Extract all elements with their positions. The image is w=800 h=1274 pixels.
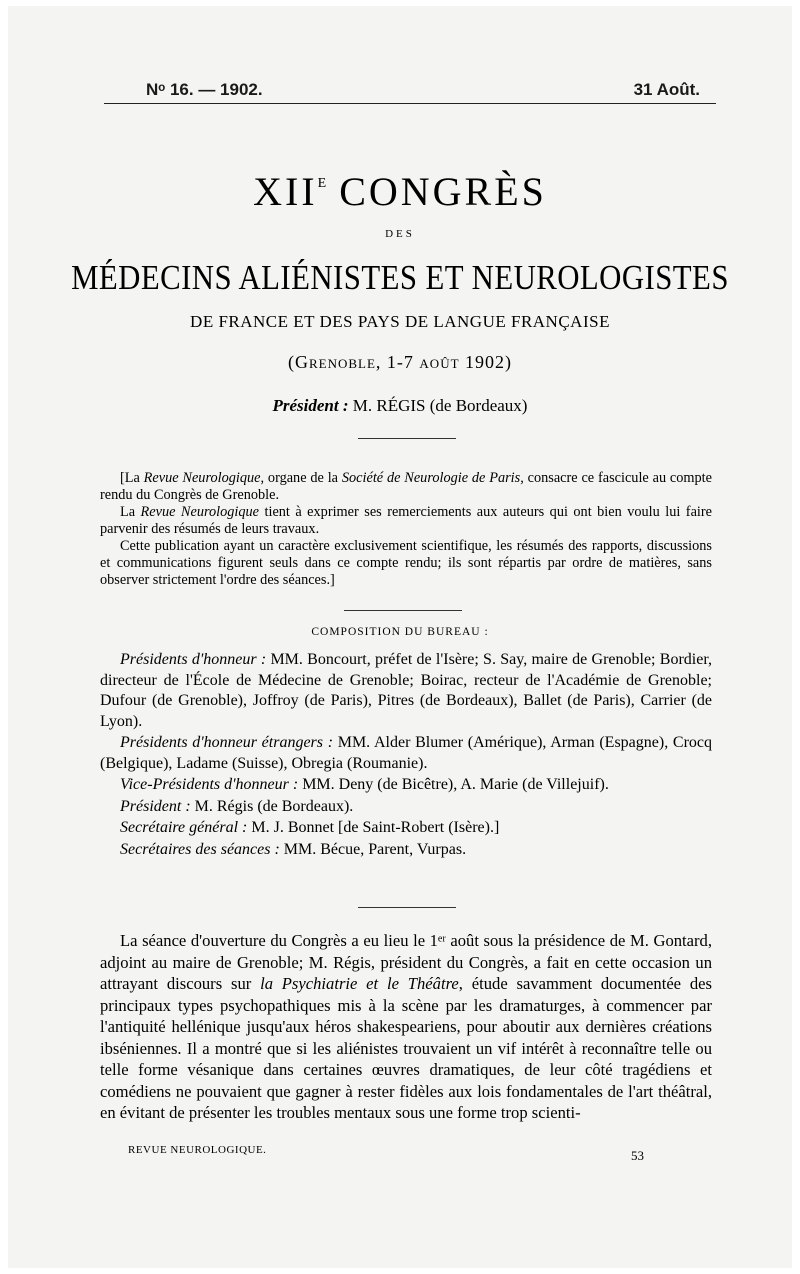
journal-name: REVUE NEUROLOGIQUE. <box>128 1144 267 1156</box>
note-paragraph-3: Cette publication ayant un caractère exclusivement scientifique, les résumés des rapports, discussions et communications figurent seuls dans ce compte rendu; ils sont répartis par ordre de matières, sans observer strictement l'ordre des séances.] <box>100 538 712 588</box>
editorial-note <box>100 470 712 589</box>
honneur-entry: Présidents d'honneur : MM. Boncourt, préfet de l'Isère; S. Say, maire de Grenoble; Bordier, directeur de l'École de Médecine de Grenoble; Boirac, recteur de l'Académie de Grenoble; Dufour (de Grenoble), Joffroy (de Paris), Pitres (de Bordeaux), Ballet (de Paris), Carrier (de Lyon). <box>100 651 713 730</box>
congress-location-date: (Grenoble, 1-7 août 1902) <box>287 352 513 372</box>
issue-number: Nᵒ 16. — 1902. <box>146 80 263 99</box>
divider-3 <box>358 907 456 908</box>
issue-date: 31 Août. <box>633 80 700 99</box>
bureau-list <box>100 650 712 861</box>
note-paragraph-2: La Revue Neurologique tient à exprimer ses remerciements aux auteurs qui ont bien voulu lui faire parvenir des résumés de leurs travaux. <box>100 504 712 537</box>
header-rule <box>104 103 716 104</box>
vice-entry: Vice-Présidents d'honneur : MM. Deny (de Bicêtre), A. Marie (de Villejuif). <box>120 776 609 793</box>
opening-session-text: La séance d'ouverture du Congrès a eu lieu le 1ᵉʳ août sous la présidence de M. Gontard, adjoint au maire de Grenoble; M. Régis, président du Congrès, a fait en cette occasion un attrayant discours sur la Psychiatrie et le Théâtre, étude savamment documentée des principaux types psychopathiques mis à la scène par les dramaturges, à commencer par l'antiquité hellénique jusqu'aux héros shakespeariens, pour aboutir aux dernières créations ibséniennes. Il a montré que si les aliénistes trouvaient un vif intérêt à reconnaître telle ou telle forme vésanique dans certaines œuvres dramatiques, de leur côté tragédiens et comédiens ne pouvaient que gagner à rester fidèles aux lois fondamentales de l'art théâtral, en évitant de présenter les troubles mentaux sous une forme trop scienti- <box>100 931 712 1122</box>
title-medecins: MÉDECINS ALIÉNISTES ET NEUROLOGISTES <box>71 258 729 297</box>
body-paragraph <box>100 930 712 1124</box>
congress-president: Président : M. RÉGIS (de Bordeaux) <box>272 396 528 415</box>
seances-entry: Secrétaires des séances : MM. Bécue, Parent, Vurpas. <box>120 840 467 858</box>
page-footer <box>128 1144 644 1164</box>
page-number: 53 <box>631 1148 644 1163</box>
composition-title: COMPOSITION DU BUREAU : <box>311 626 489 638</box>
congres-title: $XII^E$ CONGRÈS <box>253 169 547 214</box>
divider-1 <box>358 438 456 439</box>
note-paragraph-1: [La Revue Neurologique, organe de la Société de Neurologie de Paris, consacre ce fascicule au compte rendu du Congrès de Grenoble. <box>100 470 712 503</box>
divider-2 <box>344 610 462 611</box>
title-france: DE FRANCE ET DES PAYS DE LANGUE FRANÇAISE <box>190 312 610 331</box>
president-entry: Président : M. Régis (de Bordeaux). <box>120 797 354 815</box>
secretaire-entry: Secrétaire général : M. J. Bonnet [de Saint-Robert (Isère).] <box>120 819 500 836</box>
title-des: DES <box>385 228 415 240</box>
etrangers-entry: Présidents d'honneur étrangers : MM. Alder Blumer (Amérique), Arman (Espagne), Crocq (Belgique), Ladame (Suisse), Obregia (Roumanie). <box>100 734 712 772</box>
